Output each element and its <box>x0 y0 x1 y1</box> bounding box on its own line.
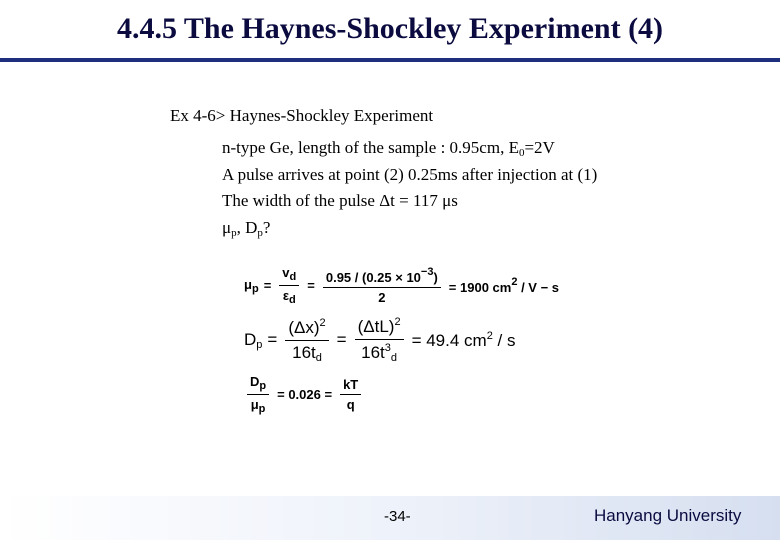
given-sample-line <box>222 138 555 159</box>
eq2-equals-2: = <box>336 330 347 349</box>
field-value: =2V <box>524 138 555 157</box>
footer-university: Hanyang University <box>594 506 742 525</box>
field-subscript: 0 <box>518 147 525 159</box>
diffusion-equation <box>244 316 521 364</box>
eq1-fraction-velocity-field: $\frac{v_d}{\varepsilon_d}$ <box>279 265 299 306</box>
question-line <box>222 218 270 239</box>
einstein-relation <box>244 374 364 415</box>
d-symbol: , D <box>236 218 258 237</box>
eq1-lhs: $\mu_p$ <box>244 276 259 295</box>
eq2-fraction-dtl: $\frac{(\Delta tL)^2}{16t^3_d}$ <box>355 316 404 364</box>
given-sample-text: n-type Ge, length of the sample : 0.95cm, E <box>222 138 519 157</box>
eq2-lhs: $D_p$ <box>244 329 263 351</box>
pulse-width-line: The width of the pulse Δt = 117 μs <box>222 191 458 210</box>
mu-subscript: p <box>231 227 237 239</box>
example-heading: Ex 4-6> Haynes-Shockley Experiment <box>170 106 434 125</box>
eq1-equals-2: = <box>307 278 315 293</box>
eq1-equals: = <box>263 278 272 293</box>
eq1-result: = 1900 $cm^2 / V - s$ <box>448 276 560 295</box>
eq2-result: = 49.4 $cm^2$ / s <box>411 329 516 350</box>
eq3-fraction-kt-q: $\frac{kT}{q}$ <box>340 377 361 412</box>
pulse-arrival-line: A pulse arrives at point (2) 0.25ms after injection at (1) <box>222 165 598 184</box>
eq3-value: = 0.026 = <box>277 387 333 402</box>
eq3-fraction-d-mu: $\frac{D_p}{\mu_p}$ <box>247 374 269 415</box>
mu-symbol: μ <box>222 218 232 237</box>
eq1-fraction-values: $\frac{0.95 / (0.25 \times 10^{-3})}{2}$ <box>323 266 441 305</box>
question-mark: ? <box>262 218 271 237</box>
mobility-equation <box>244 265 564 306</box>
slide-title: 4.4.5 The Haynes-Shockley Experiment (4) <box>116 12 664 45</box>
page-number: -34- <box>384 508 411 525</box>
eq2-fraction-dx: $\frac{(\Delta x)^2}{16t_d}$ <box>285 317 328 364</box>
d-subscript: p <box>257 227 263 239</box>
eq2-equals: = <box>267 330 278 349</box>
